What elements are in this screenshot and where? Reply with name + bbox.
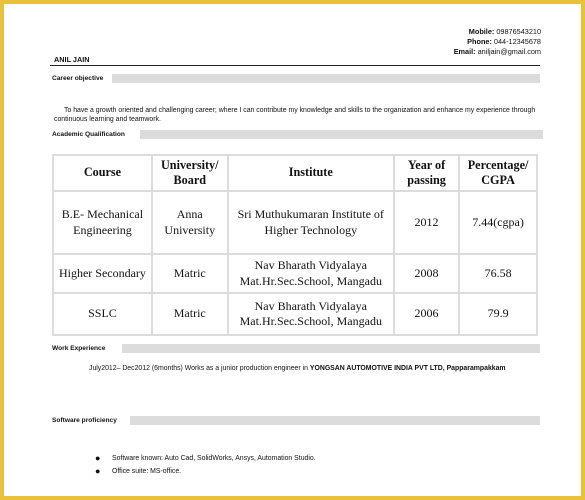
phone-line <box>454 37 541 47</box>
list-item <box>94 465 316 478</box>
mobile-value: 09876543210 <box>496 27 541 36</box>
section-bar <box>122 344 540 353</box>
company-name: YONGSAN AUTOMOTIVE INDIA PVT LTD, <box>309 365 445 372</box>
cell-percentage: 76.58 <box>460 255 536 292</box>
cell-year: 2012 <box>395 192 458 253</box>
phone-value: 044-12345678 <box>493 36 541 46</box>
cell-institute: Sri Muthukumaran Institute of Higher Technology <box>229 192 393 253</box>
cell-course: Higher Secondary <box>54 255 151 292</box>
section-bar <box>112 74 540 83</box>
resume-page <box>4 4 581 496</box>
phone-label: Phone: <box>467 36 492 46</box>
header-university: University/ Board <box>153 156 227 190</box>
header-percentage: Percentage/ CGPA <box>460 156 536 190</box>
cell-course: SSLC <box>54 294 151 334</box>
cell-year: 2008 <box>395 255 458 292</box>
contact-block <box>454 27 541 56</box>
header-course: Course <box>54 156 151 190</box>
cell-year: 2006 <box>395 294 458 334</box>
work-experience-text <box>58 364 539 373</box>
list-item-text: Office suite: MS-office. <box>112 468 182 475</box>
candidate-name: ANIL JAIN <box>54 55 90 64</box>
software-list <box>94 452 316 478</box>
mobile-line <box>454 27 541 37</box>
bullet-icon: ● <box>95 453 101 463</box>
section-academic <box>50 130 543 139</box>
work-location: Papparampakkam <box>446 365 506 372</box>
cell-institute: Nav Bharath Vidyalaya Mat.Hr.Sec.School, Mangadu <box>229 255 393 292</box>
mobile-label: Mobile: <box>468 27 495 36</box>
academic-table <box>52 154 538 336</box>
section-title: Academic Qualification <box>52 131 125 138</box>
section-title: Software proficiency <box>52 417 117 424</box>
email-label: Email: <box>453 46 476 56</box>
header-institute: Institute <box>229 156 393 190</box>
section-title: Work Experience <box>52 345 106 352</box>
table-row <box>54 255 536 292</box>
work-description: July2012– Dec2012 (6months) Works as a junior production engineer in <box>89 365 310 372</box>
table-header-row <box>54 156 536 190</box>
section-bar <box>140 130 543 139</box>
cell-university: Matric <box>153 255 227 292</box>
cell-institute: Nav Bharath Vidyalaya Mat.Hr.Sec.School, Mangadu <box>229 294 393 334</box>
section-title: Career objective <box>52 75 104 82</box>
section-software <box>50 416 540 425</box>
email-value: aniljain@gmail.com <box>477 46 541 56</box>
header-year: Year of passing <box>395 156 458 190</box>
cell-percentage: 7.44(cgpa) <box>460 192 536 253</box>
section-career-objective <box>50 74 540 83</box>
list-item <box>94 452 316 465</box>
career-objective-text: To have a growth oriented and challenging career; where I can contribute my knowledge and skills to the organization and enhance my experience through continuous learning and teamwork. <box>54 107 536 124</box>
cell-university: Matric <box>153 294 227 334</box>
table-row <box>54 294 536 334</box>
header-divider <box>50 65 540 66</box>
email-line <box>454 47 541 57</box>
cell-course: B.E- Mechanical Engineering <box>54 192 151 253</box>
cell-university: Anna University <box>153 192 227 253</box>
cell-percentage: 79.9 <box>460 294 536 334</box>
section-work-experience <box>50 344 540 353</box>
section-bar <box>130 416 540 425</box>
list-item-text: Software known: Auto Cad, SolidWorks, Ansys, Automation Studio. <box>112 455 316 462</box>
table-row <box>54 192 536 253</box>
bullet-icon: ● <box>95 466 101 476</box>
